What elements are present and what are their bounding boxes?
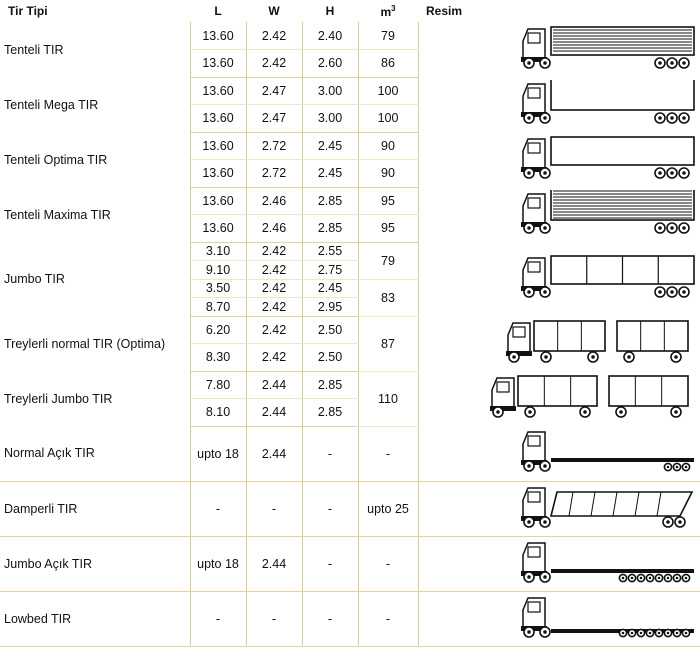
table-row — [0, 426, 700, 481]
height-cell: 3.00 — [302, 77, 358, 105]
header-length: L — [214, 4, 222, 18]
length-cell: 8.70 — [190, 298, 246, 317]
height-cell: 2.45 — [302, 160, 358, 188]
width-cell: 2.46 — [246, 215, 302, 243]
truck-type-name: Treylerli Jumbo TIR — [0, 371, 190, 426]
width-cell: 2.47 — [246, 77, 302, 105]
length-cell: 7.80 — [190, 371, 246, 399]
width-cell: 2.72 — [246, 160, 302, 188]
volume-cell: 90 — [358, 160, 418, 188]
curtain-truck-icon — [418, 22, 700, 77]
table-row — [0, 22, 700, 50]
volume-cell: - — [358, 591, 418, 646]
volume-cell: 86 — [358, 50, 418, 78]
truck-type-name: Damperli TIR — [0, 481, 190, 536]
maxima-truck-icon — [418, 187, 700, 242]
mega-truck-icon — [418, 77, 700, 132]
height-cell: - — [302, 536, 358, 591]
length-cell: 13.60 — [190, 77, 246, 105]
length-cell: upto 18 — [190, 536, 246, 591]
lowbed-truck-icon — [418, 591, 700, 646]
header-volume: $m^3$ — [380, 3, 396, 19]
truck-type-name: Tenteli Mega TIR — [0, 77, 190, 132]
optima-truck-icon — [418, 132, 700, 187]
length-cell: 13.60 — [190, 160, 246, 188]
width-cell: 2.42 — [246, 242, 302, 261]
table-row — [0, 316, 700, 344]
truck-type-name: Treylerli normal TIR (Optima) — [0, 316, 190, 371]
width-cell: 2.44 — [246, 536, 302, 591]
length-cell: 13.60 — [190, 50, 246, 78]
volume-cell: 87 — [358, 316, 418, 371]
volume-cell: 83 — [358, 279, 418, 316]
width-cell: 2.42 — [246, 261, 302, 280]
height-cell: 2.85 — [302, 215, 358, 243]
volume-cell: 95 — [358, 215, 418, 243]
height-cell: 2.40 — [302, 22, 358, 50]
length-cell: 8.10 — [190, 399, 246, 427]
length-cell: 13.60 — [190, 105, 246, 133]
height-cell: 2.50 — [302, 344, 358, 372]
truck-type-name: Jumbo TIR — [0, 242, 190, 316]
width-cell: 2.42 — [246, 344, 302, 372]
table-row — [0, 187, 700, 215]
width-cell: 2.42 — [246, 279, 302, 298]
height-cell: - — [302, 426, 358, 481]
width-cell: 2.44 — [246, 426, 302, 481]
height-cell: 2.85 — [302, 187, 358, 215]
height-cell: 2.85 — [302, 371, 358, 399]
truck-type-name: Lowbed TIR — [0, 591, 190, 646]
height-cell: 2.95 — [302, 298, 358, 317]
table-row — [0, 481, 700, 536]
volume-cell: upto 25 — [358, 481, 418, 536]
height-cell: 2.85 — [302, 399, 358, 427]
trailer-jumbo-truck-icon — [418, 371, 700, 426]
dump-truck-icon — [418, 481, 700, 536]
height-cell: - — [302, 591, 358, 646]
table-row — [0, 371, 700, 399]
truck-type-name: Tenteli Maxima TIR — [0, 187, 190, 242]
length-cell: 13.60 — [190, 132, 246, 160]
height-cell: 2.55 — [302, 242, 358, 261]
volume-cell: 79 — [358, 22, 418, 50]
height-cell: - — [302, 481, 358, 536]
table-row — [0, 242, 700, 261]
length-cell: 13.60 — [190, 22, 246, 50]
width-cell: 2.47 — [246, 105, 302, 133]
length-cell: 3.10 — [190, 242, 246, 261]
width-cell: 2.42 — [246, 298, 302, 317]
header-width: W — [268, 4, 280, 18]
table-row — [0, 536, 700, 591]
jumbo-flatbed-truck-icon — [418, 536, 700, 591]
header-height: H — [325, 4, 335, 18]
truck-type-name: Normal Açık TIR — [0, 426, 190, 481]
height-cell: 2.45 — [302, 132, 358, 160]
width-cell: - — [246, 481, 302, 536]
header-image: Resim — [426, 4, 463, 18]
width-cell: 2.46 — [246, 187, 302, 215]
height-cell: 2.50 — [302, 316, 358, 344]
width-cell: 2.44 — [246, 371, 302, 399]
width-cell: 2.42 — [246, 50, 302, 78]
volume-cell: - — [358, 426, 418, 481]
height-cell: 2.60 — [302, 50, 358, 78]
length-cell: - — [190, 591, 246, 646]
length-cell: 13.60 — [190, 215, 246, 243]
length-cell: 9.10 — [190, 261, 246, 280]
volume-cell: - — [358, 536, 418, 591]
volume-cell: 95 — [358, 187, 418, 215]
table-row — [0, 132, 700, 160]
table-row — [0, 77, 700, 105]
length-cell: upto 18 — [190, 426, 246, 481]
volume-cell: 90 — [358, 132, 418, 160]
length-cell: 3.50 — [190, 279, 246, 298]
width-cell: 2.42 — [246, 22, 302, 50]
width-cell: 2.72 — [246, 132, 302, 160]
flatbed-truck-icon — [418, 426, 700, 481]
length-cell: 6.20 — [190, 316, 246, 344]
volume-cell: 100 — [358, 77, 418, 105]
height-cell: 2.45 — [302, 279, 358, 298]
length-cell: 8.30 — [190, 344, 246, 372]
jumbo-truck-icon — [418, 242, 700, 316]
truck-type-name: Jumbo Açık TIR — [0, 536, 190, 591]
header-type: Tir Tipi — [8, 4, 48, 18]
table-row — [0, 591, 700, 646]
width-cell: - — [246, 591, 302, 646]
volume-cell: 110 — [358, 371, 418, 426]
width-cell: 2.44 — [246, 399, 302, 427]
height-cell: 2.75 — [302, 261, 358, 280]
length-cell: - — [190, 481, 246, 536]
trailer-normal-truck-icon — [418, 316, 700, 371]
height-cell: 3.00 — [302, 105, 358, 133]
truck-type-name: Tenteli TIR — [0, 22, 190, 77]
volume-cell: 100 — [358, 105, 418, 133]
length-cell: 13.60 — [190, 187, 246, 215]
truck-type-name: Tenteli Optima TIR — [0, 132, 190, 187]
volume-cell: 79 — [358, 242, 418, 279]
width-cell: 2.42 — [246, 316, 302, 344]
